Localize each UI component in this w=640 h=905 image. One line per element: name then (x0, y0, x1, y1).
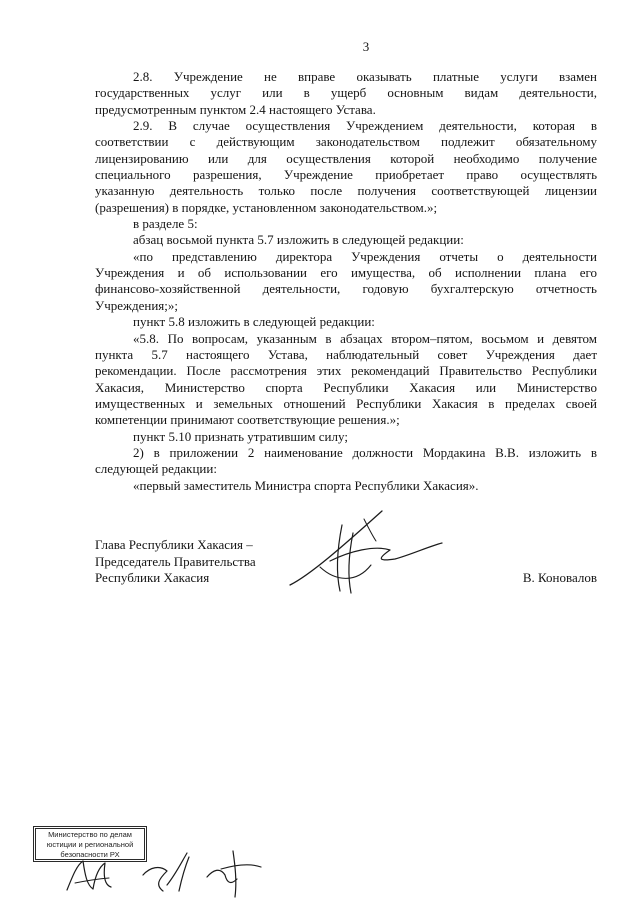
text-line: рекомендации. После рассмотрения этих рекомендаций Правительство Республики (95, 363, 597, 379)
signer-name: В. Коновалов (522, 570, 597, 585)
text-line: Хакасия, Министерство спорта Республики Хакасия или Министерство (95, 379, 597, 395)
text-line: «по представлению директора Учреждения отчеты о деятельности (133, 248, 597, 264)
text-line: лицензированию или для осуществления которой необходимо получение (95, 150, 597, 166)
text-line: специального разрешения, Учреждение приобретает право осуществлять (95, 167, 597, 183)
text-line: Учреждения и об использовании его имущества, об исполнении плана его (95, 265, 597, 281)
text-line: следующей редакции: (95, 461, 217, 477)
text-line: указанную деятельность только после получения соответствующей лицензии (95, 183, 597, 199)
text-line: «первый заместитель Министра спорта Республики Хакасия». (133, 477, 479, 493)
handwritten-signature (280, 505, 450, 595)
text-line: пункт 5.8 изложить в следующей редакции: (133, 314, 375, 330)
text-line: пункта 5.7 настоящего Устава, наблюдательный совет Учреждения дает (95, 346, 597, 362)
text-line: «5.8. По вопросам, указанным в абзацах втором–пятом, восьмом и девятом (133, 330, 597, 346)
text-line: 2) в приложении 2 наименование должности Мордакина В.В. изложить в (133, 444, 597, 460)
page-number: 3 (362, 39, 370, 54)
text-line: имущественных и земельных отношений Республики Хакасия в пределах своей (95, 395, 597, 411)
signer-title-line: Республики Хакасия (95, 570, 210, 585)
text-line: абзац восьмой пункта 5.7 изложить в следующей редакции: (133, 232, 464, 248)
stamp-line: безопасности РХ (60, 850, 120, 859)
signer-title-line: Председатель Правительства (95, 553, 256, 569)
text-line: финансово-хозяйственной деятельности, годовую бухгалтерскую отчетность (95, 281, 597, 297)
text-line: в разделе 5: (133, 216, 198, 232)
text-line: соответствии с действующим законодательством подлежит обязательному (95, 134, 597, 150)
signer-title-line: Глава Республики Хакасия – (95, 537, 253, 552)
text-line: компетенции принимают соответствующие решения.»; (95, 412, 400, 428)
signer-title (95, 537, 295, 587)
stamp-line: юстиции и региональной (46, 840, 134, 849)
text-line: государственных услуг или в ущерб основным видам деятельности, (95, 85, 597, 101)
text-line: 2.9. В случае осуществления Учреждением деятельности, которая в (133, 118, 597, 134)
stamp-line: Министерство по делам (48, 830, 132, 839)
handwritten-initials (55, 845, 275, 900)
body-text (95, 69, 597, 494)
text-line: предусмотренным пунктом 2.4 настоящего Устава. (95, 101, 376, 117)
text-line: (разрешения) в порядке, установленном законодательством.»; (95, 199, 438, 215)
text-line: 2.8. Учреждение не вправе оказывать платные услуги взамен (133, 69, 597, 84)
text-line: пункт 5.10 признать утратившим силу; (133, 428, 348, 444)
text-line: Учреждения;»; (95, 297, 178, 313)
